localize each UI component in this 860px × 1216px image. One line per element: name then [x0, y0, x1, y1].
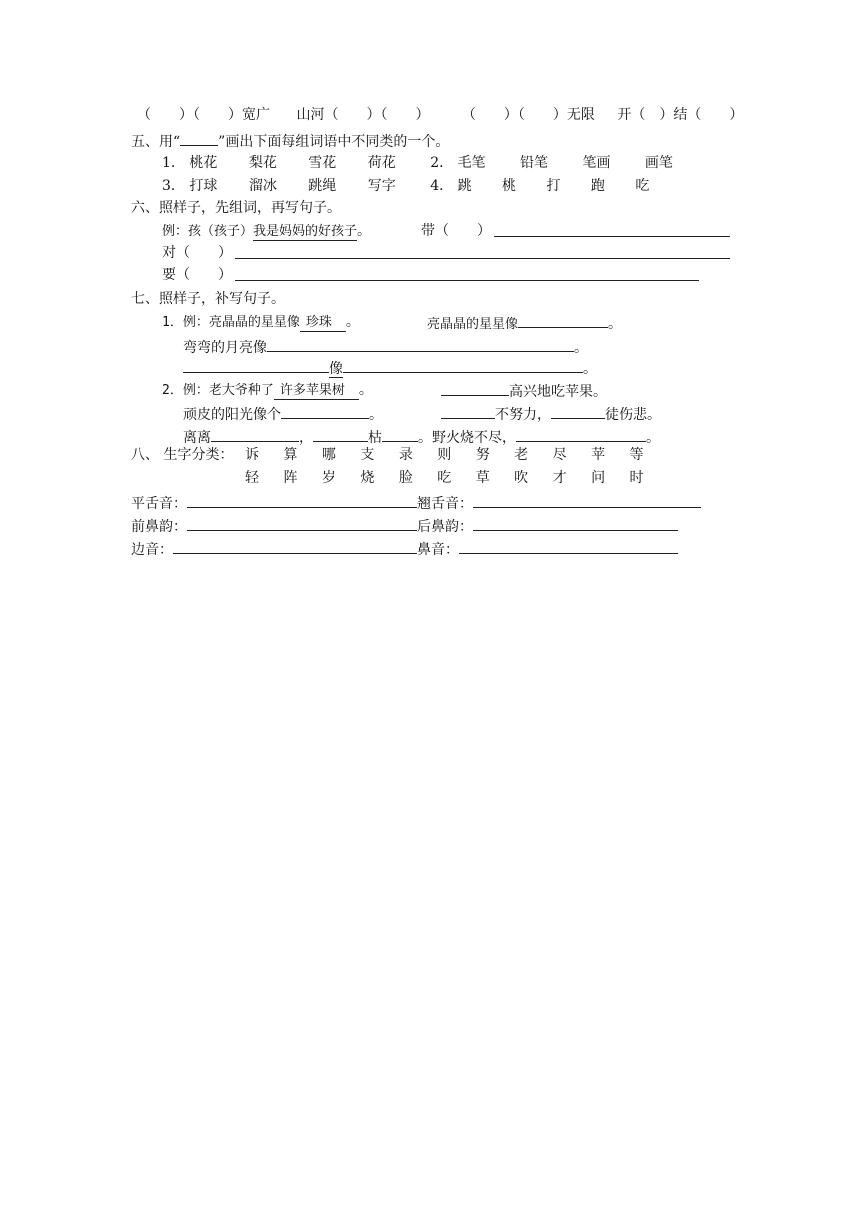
question-6-blank-1[interactable] — [441, 404, 495, 419]
dai-answer-line[interactable] — [494, 222, 730, 237]
word: 打球 — [189, 178, 218, 194]
word: 跳绳 — [308, 178, 337, 194]
question-4-blank[interactable] — [441, 381, 509, 396]
section-6-title: 六、照样子，先组词，再写句子。 — [131, 200, 341, 216]
yao-answer-line[interactable] — [235, 266, 699, 281]
word: 吃 — [635, 178, 650, 194]
question-7-comma: ， — [299, 430, 313, 446]
bian-blank[interactable] — [173, 539, 417, 554]
question-1 — [427, 313, 622, 331]
question-7 — [183, 427, 660, 445]
char-row-1 — [245, 446, 644, 464]
bian-label: 边音： — [131, 542, 173, 558]
word: 跳 — [457, 178, 472, 194]
question-3-blank-1[interactable] — [183, 358, 329, 373]
fill-item-shanhe: 山河（ ）（ ） — [296, 107, 430, 123]
word: 打 — [546, 178, 561, 194]
section-5-title — [131, 131, 449, 149]
char: 烧 — [360, 470, 375, 486]
word: 桃花 — [189, 155, 218, 171]
group-4-number: 4． — [430, 178, 454, 194]
word: 笔画 — [582, 155, 611, 171]
question-3-blank-2[interactable] — [343, 358, 583, 373]
question-3 — [183, 358, 597, 376]
section-8-title: 八、 生字分类： — [131, 447, 234, 463]
houbi-blank[interactable] — [473, 516, 678, 531]
qianbi-label: 前鼻韵： — [131, 519, 187, 535]
group-2-number: 2． — [430, 155, 454, 171]
question-7-text: 。野火烧不尽， — [418, 430, 516, 446]
question-5 — [183, 404, 383, 422]
question-6-end: 徒伤悲。 — [605, 407, 661, 423]
word-group-row-2 — [162, 177, 649, 195]
word: 铅笔 — [520, 155, 549, 171]
char: 轻 — [245, 470, 259, 486]
question-2-blank[interactable] — [267, 337, 574, 352]
char: 才 — [552, 470, 567, 486]
word: 毛笔 — [457, 155, 486, 171]
example-2 — [162, 381, 373, 399]
bian-bi-row — [131, 539, 678, 557]
question-3-xiang: 像 — [329, 361, 343, 377]
example-2-answer: 许多苹果树 — [274, 383, 359, 400]
question-6-text: 不努力， — [495, 407, 551, 423]
char: 哪 — [321, 447, 336, 463]
question-1-prefix: 亮晶晶的星星像 — [427, 317, 519, 332]
question-7-blank-3[interactable] — [382, 427, 418, 442]
bi-yun-row — [131, 516, 678, 534]
question-6-blank-2[interactable] — [551, 404, 605, 419]
char: 则 — [437, 447, 452, 463]
question-2-end: 。 — [574, 340, 588, 356]
question-5-end: 。 — [369, 407, 383, 423]
char: 努 — [475, 447, 490, 463]
dui-answer-line[interactable] — [235, 244, 730, 259]
question-4 — [441, 381, 607, 399]
bi-label: 鼻音： — [417, 542, 459, 558]
char: 吃 — [437, 470, 452, 486]
question-6 — [441, 404, 661, 422]
question-7-blank-1[interactable] — [211, 427, 299, 442]
question-4-text: 高兴地吃苹果。 — [509, 384, 607, 400]
example-prefix: 例：孩（孩子） — [162, 224, 254, 239]
fill-item-wuxian: （ ）（ ）无限 — [461, 107, 595, 123]
question-2 — [183, 337, 588, 355]
section-7-title: 七、照样子，补写句子。 — [131, 291, 285, 307]
question-7-ku: 枯 — [368, 430, 382, 446]
example-2-prefix: 2．例：老大爷种了 — [162, 383, 274, 398]
word: 写字 — [367, 178, 396, 194]
char: 脸 — [398, 470, 413, 486]
word: 荷花 — [367, 155, 396, 171]
word-group-row-1 — [162, 154, 673, 172]
question-1-blank[interactable] — [518, 313, 608, 328]
dai-label: 带（ ） — [421, 223, 491, 239]
pingshe-blank[interactable] — [187, 493, 417, 508]
example-2-end: 。 — [358, 382, 373, 398]
char: 时 — [629, 470, 644, 486]
qiaoshe-label: 翘舌音： — [417, 496, 473, 512]
word: 溜冰 — [248, 178, 277, 194]
bi-blank[interactable] — [459, 539, 678, 554]
question-3-end: 。 — [583, 361, 597, 377]
example-1-answer: 珍珠 — [300, 315, 346, 332]
question-7-prefix: 离离 — [183, 430, 211, 446]
houbi-label: 后鼻韵： — [417, 519, 473, 535]
char: 等 — [629, 447, 644, 463]
fill-item-kuanguang: （ ）（ ）宽广 — [137, 107, 270, 123]
bracket-line-1 — [137, 106, 743, 124]
word: 桃 — [502, 178, 517, 194]
section-5-title-post: ”画出下面每组词语中不同类的一个。 — [218, 134, 450, 150]
example-sentence: 我是妈妈的好孩子 — [253, 224, 358, 239]
group-1-number: 1． — [162, 155, 185, 171]
word: 跑 — [590, 178, 605, 194]
underline-sample — [180, 131, 218, 146]
char: 草 — [475, 470, 490, 486]
qianbi-blank[interactable] — [187, 516, 417, 531]
section-6-example — [162, 222, 371, 240]
char: 问 — [591, 470, 606, 486]
question-7-blank-4[interactable] — [516, 427, 646, 442]
char: 算 — [283, 447, 298, 463]
group-3-number: 3． — [162, 178, 185, 194]
char: 吹 — [514, 470, 529, 486]
char: 录 — [398, 447, 413, 463]
char: 诉 — [245, 447, 259, 463]
question-7-blank-2[interactable] — [313, 427, 368, 442]
dai-line — [421, 222, 491, 240]
fill-item-kaijie: 开（ ）结（ ） — [617, 107, 744, 123]
question-2-prefix: 弯弯的月亮像 — [183, 340, 267, 356]
word: 画笔 — [644, 155, 673, 171]
example-1 — [162, 313, 360, 331]
question-5-prefix: 顽皮的阳光像个 — [183, 407, 281, 423]
question-7-end: 。 — [646, 430, 660, 446]
example-end: 。 — [357, 223, 372, 239]
char: 苹 — [591, 447, 606, 463]
section-5-title-pre: 五、用“ — [131, 134, 181, 150]
word: 雪花 — [308, 155, 337, 171]
qiaoshe-blank[interactable] — [473, 493, 701, 508]
dui-label: 对（ ） — [162, 245, 232, 261]
question-1-end: 。 — [608, 316, 623, 332]
char: 岁 — [321, 470, 336, 486]
word: 梨花 — [248, 155, 277, 171]
pingshe-row — [131, 493, 701, 511]
char-row-2 — [245, 469, 644, 487]
char: 尽 — [552, 447, 567, 463]
question-5-blank[interactable] — [281, 404, 369, 419]
char: 老 — [514, 447, 529, 463]
yao-label: 要（ ） — [162, 267, 232, 283]
example-1-prefix: 1．例：亮晶晶的星星像 — [162, 315, 300, 330]
example-1-end: 。 — [345, 314, 360, 330]
char: 阵 — [283, 470, 298, 486]
char: 支 — [360, 447, 375, 463]
pingshe-label: 平舌音： — [131, 496, 187, 512]
